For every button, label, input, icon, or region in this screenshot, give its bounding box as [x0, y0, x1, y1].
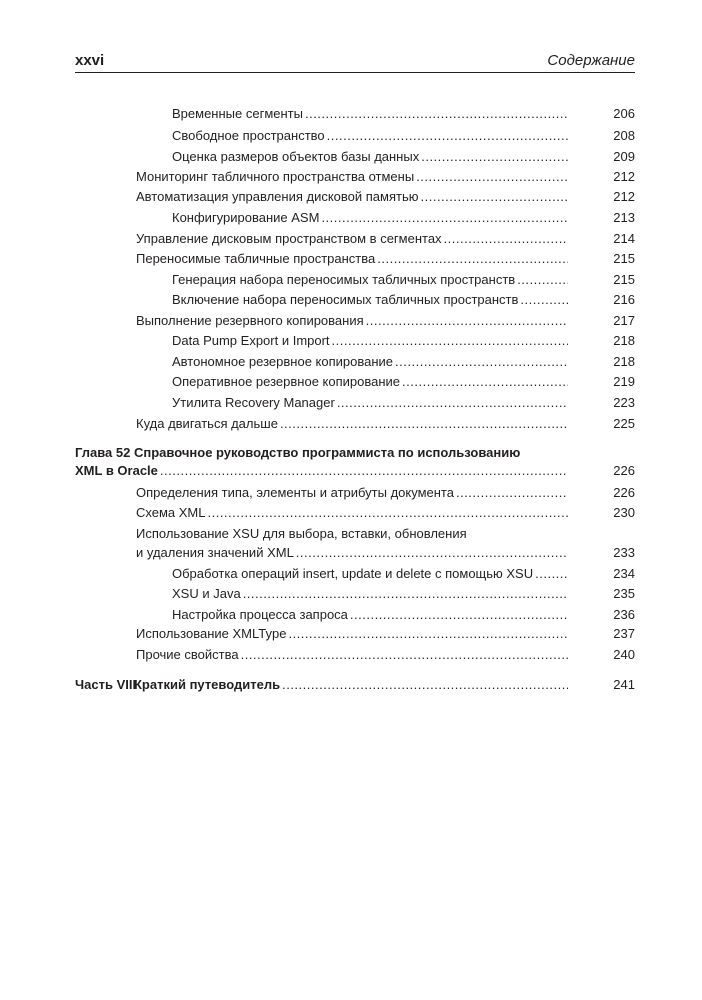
toc-entry-title: XSU и Java — [172, 586, 241, 601]
toc-entry-page: 206 — [613, 106, 635, 121]
toc-entry — [172, 270, 568, 290]
dot-leader — [243, 584, 568, 604]
toc-entry-title: Использование XMLType — [136, 626, 287, 641]
dot-leader — [332, 331, 568, 351]
toc-entry-title: Оперативное резервное копирование — [172, 374, 401, 389]
toc-entry-page: 218 — [613, 354, 635, 369]
dot-leader — [444, 229, 568, 249]
dot-leader — [337, 393, 568, 413]
dot-leader — [395, 352, 568, 372]
toc-entry — [172, 393, 568, 413]
toc-entry — [172, 372, 568, 392]
toc-entry-page: 215 — [613, 251, 635, 266]
chapter-number: Глава 52 — [75, 445, 131, 460]
dot-leader — [421, 187, 569, 207]
toc-entry — [136, 249, 568, 269]
toc-entry-page: 216 — [613, 292, 635, 307]
dot-leader — [207, 503, 568, 523]
toc-entry — [136, 414, 568, 434]
toc-entry-title: Генерация набора переносимых табличных пространств — [172, 272, 516, 287]
toc-entry — [136, 187, 568, 207]
dot-leader — [535, 564, 568, 584]
toc-entry-page: 226 — [613, 485, 635, 500]
toc-entry-page: 223 — [613, 395, 635, 410]
toc-entry-title: Выполнение резервного копирования — [136, 313, 364, 328]
toc-entry — [172, 208, 568, 228]
toc-entry — [172, 147, 568, 167]
dot-leader — [366, 311, 568, 331]
toc-entry — [136, 483, 568, 503]
toc-entry-page: 208 — [613, 128, 635, 143]
running-title: Содержание — [547, 52, 635, 69]
toc-entry-title-line1: Использование XSU для выбора, вставки, обновления — [136, 526, 467, 541]
toc-entry-title: Определения типа, элементы и атрибуты документа — [136, 485, 454, 500]
toc-entry-title: Схема XML — [136, 505, 206, 520]
toc-entry-title: Временные сегменты — [172, 106, 303, 121]
toc-entry-title: Переносимые табличные пространства — [136, 251, 376, 266]
dot-leader — [327, 126, 568, 146]
dot-leader — [241, 645, 568, 665]
chapter-title-line2: XML в Oracle — [75, 463, 158, 478]
dot-leader — [421, 147, 568, 167]
dot-leader — [296, 543, 568, 563]
toc-entry — [172, 126, 568, 146]
dot-leader — [282, 675, 568, 695]
toc-entry-title: Настройка процесса запроса — [172, 607, 348, 622]
chapter-title: Справочное руководство программиста по использованию — [134, 445, 521, 460]
toc-entry-page: 218 — [613, 333, 635, 348]
toc-entry-title: Включение набора переносимых табличных пространств — [172, 292, 519, 307]
toc-entry-title-line2: и удаления значений XML — [136, 545, 294, 560]
toc-entry-title: Автоматизация управления дисковой памятью — [136, 189, 419, 204]
toc-entry-page: 213 — [613, 210, 635, 225]
toc-entry-title: Data Pump Export и Import — [172, 333, 330, 348]
toc-entry — [172, 290, 568, 310]
page-number: xxvi — [75, 52, 105, 69]
toc-entry-page: 212 — [613, 189, 635, 204]
dot-leader — [350, 605, 568, 625]
toc-entry-page: 237 — [613, 626, 635, 641]
dot-leader — [456, 483, 568, 503]
chapter-page: 226 — [613, 463, 635, 478]
toc-entry-title: Автономное резервное копирование — [172, 354, 394, 369]
chapter-title-continuation — [75, 461, 568, 481]
toc-entry-title: Конфигурирование ASM — [172, 210, 320, 225]
dot-leader — [280, 414, 568, 434]
toc-entry-page: 236 — [613, 607, 635, 622]
toc-entry-title: Утилита Recovery Manager — [172, 395, 335, 410]
dot-leader — [377, 249, 568, 269]
toc-entry — [136, 503, 568, 523]
toc-entry-title: Свободное пространство — [172, 128, 325, 143]
toc-entry-page: 215 — [613, 272, 635, 287]
toc-entry-title: Прочие свойства — [136, 647, 239, 662]
dot-leader — [288, 624, 568, 644]
toc-entry — [172, 104, 568, 124]
toc-entry — [172, 352, 568, 372]
toc-entry-title: Куда двигаться дальше — [136, 416, 278, 431]
toc-entry-page: 234 — [613, 566, 635, 581]
dot-leader — [160, 461, 568, 481]
part-entry — [134, 675, 568, 695]
part-title: Краткий путеводитель — [134, 677, 281, 692]
dot-leader — [305, 104, 568, 124]
toc-entry-title: Мониторинг табличного пространства отмены — [136, 169, 415, 184]
toc-entry — [136, 229, 568, 249]
toc-entry-page: 230 — [613, 505, 635, 520]
toc-entry-title: Управление дисковым пространством в сегментах — [136, 231, 442, 246]
toc-entry — [136, 311, 568, 331]
toc-entry — [136, 624, 568, 644]
toc-entry — [136, 543, 568, 563]
toc-entry-title: Оценка размеров объектов базы данных — [172, 149, 420, 164]
toc-entry-page: 214 — [613, 231, 635, 246]
toc-entry-page: 235 — [613, 586, 635, 601]
toc-entry-page: 209 — [613, 149, 635, 164]
toc-entry-page: 233 — [613, 545, 635, 560]
toc-entry-page: 217 — [613, 313, 635, 328]
toc-entry — [136, 645, 568, 665]
toc-entry — [172, 605, 568, 625]
toc-entry — [136, 167, 568, 187]
toc-entry-page: 225 — [613, 416, 635, 431]
dot-leader — [520, 290, 568, 310]
toc-entry — [172, 564, 568, 584]
dot-leader — [321, 208, 568, 228]
dot-leader — [402, 372, 568, 392]
toc-entry-page: 240 — [613, 647, 635, 662]
toc-entry-page: 219 — [613, 374, 635, 389]
toc-entry — [172, 331, 568, 351]
toc-entry — [172, 584, 568, 604]
dot-leader — [517, 270, 568, 290]
toc-entry-title: Обработка операций insert, update и delete с помощью XSU — [172, 566, 534, 581]
part-page: 241 — [613, 677, 635, 692]
dot-leader — [416, 167, 568, 187]
part-number: Часть VIII — [75, 677, 137, 692]
toc-entry-page: 212 — [613, 169, 635, 184]
